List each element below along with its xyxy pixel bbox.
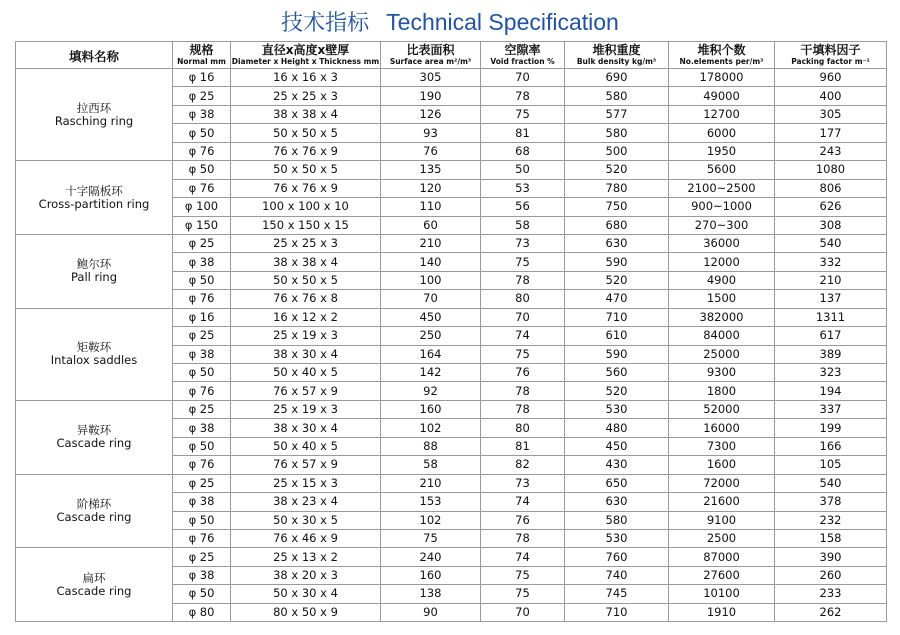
cell-packing-factor: 305 — [775, 105, 887, 123]
cell-packing-factor: 540 — [775, 474, 887, 492]
cell-bulk-density: 740 — [565, 566, 669, 584]
cell-elements-count: 1950 — [669, 142, 775, 160]
cell-dimensions: 25 x 19 x 3 — [231, 327, 381, 345]
cell-void-fraction: 70 — [481, 603, 565, 621]
cell-elements-count: 5600 — [669, 161, 775, 179]
cell-size: φ 50 — [173, 271, 231, 289]
cell-packing-factor: 1080 — [775, 161, 887, 179]
cell-surface-area: 450 — [381, 308, 481, 326]
cell-size: φ 38 — [173, 566, 231, 584]
cell-bulk-density: 710 — [565, 308, 669, 326]
cell-void-fraction: 81 — [481, 437, 565, 455]
packing-name-en: Cascade ring — [56, 583, 132, 598]
cell-elements-count: 27600 — [669, 566, 775, 584]
cell-surface-area: 75 — [381, 529, 481, 547]
cell-packing-factor: 332 — [775, 253, 887, 271]
cell-elements-count: 900~1000 — [669, 198, 775, 216]
packing-name — [16, 548, 173, 622]
cell-bulk-density: 690 — [565, 69, 669, 87]
cell-packing-factor: 540 — [775, 234, 887, 252]
cell-dimensions: 76 x 46 x 9 — [231, 529, 381, 547]
cell-dimensions: 38 x 20 x 3 — [231, 566, 381, 584]
cell-void-fraction: 70 — [481, 69, 565, 87]
cell-surface-area: 92 — [381, 382, 481, 400]
table-row — [16, 548, 887, 566]
page-title — [0, 6, 900, 38]
cell-dimensions: 50 x 50 x 5 — [231, 271, 381, 289]
cell-bulk-density: 580 — [565, 124, 669, 142]
cell-bulk-density: 480 — [565, 419, 669, 437]
cell-bulk-density: 780 — [565, 179, 669, 197]
cell-void-fraction: 80 — [481, 419, 565, 437]
spec-table — [15, 41, 887, 622]
cell-packing-factor: 137 — [775, 290, 887, 308]
header-surface-area: 比表面积 Surface area m²/m³ — [381, 42, 481, 69]
cell-packing-factor: 806 — [775, 179, 887, 197]
cell-size: φ 38 — [173, 253, 231, 271]
cell-packing-factor: 389 — [775, 345, 887, 363]
cell-dimensions: 80 x 50 x 9 — [231, 603, 381, 621]
cell-surface-area: 102 — [381, 419, 481, 437]
cell-size: φ 50 — [173, 437, 231, 455]
cell-packing-factor: 105 — [775, 456, 887, 474]
cell-void-fraction: 78 — [481, 400, 565, 418]
cell-void-fraction: 80 — [481, 290, 565, 308]
cell-void-fraction: 78 — [481, 271, 565, 289]
cell-dimensions: 50 x 40 x 5 — [231, 364, 381, 382]
cell-dimensions: 38 x 30 x 4 — [231, 345, 381, 363]
cell-dimensions: 25 x 25 x 3 — [231, 87, 381, 105]
cell-void-fraction: 73 — [481, 474, 565, 492]
cell-bulk-density: 710 — [565, 603, 669, 621]
cell-void-fraction: 68 — [481, 142, 565, 160]
cell-void-fraction: 78 — [481, 382, 565, 400]
header-bulk-density: 堆积重度 Bulk density kg/m³ — [565, 42, 669, 69]
cell-surface-area: 190 — [381, 87, 481, 105]
cell-elements-count: 12000 — [669, 253, 775, 271]
cell-dimensions: 76 x 76 x 8 — [231, 290, 381, 308]
cell-dimensions: 150 x 150 x 15 — [231, 216, 381, 234]
cell-bulk-density: 520 — [565, 271, 669, 289]
cell-elements-count: 9300 — [669, 364, 775, 382]
cell-packing-factor: 199 — [775, 419, 887, 437]
cell-bulk-density: 630 — [565, 493, 669, 511]
cell-void-fraction: 78 — [481, 529, 565, 547]
cell-elements-count: 4900 — [669, 271, 775, 289]
cell-packing-factor: 378 — [775, 493, 887, 511]
cell-surface-area: 240 — [381, 548, 481, 566]
cell-size: φ 80 — [173, 603, 231, 621]
cell-elements-count: 2500 — [669, 529, 775, 547]
packing-name-en: Cross-partition ring — [38, 196, 150, 211]
cell-surface-area: 250 — [381, 327, 481, 345]
table-row — [16, 400, 887, 418]
header-name: 填料名称 — [16, 42, 173, 69]
cell-packing-factor: 194 — [775, 382, 887, 400]
cell-bulk-density: 650 — [565, 474, 669, 492]
packing-name — [16, 474, 173, 548]
packing-name-en: Pall ring — [70, 270, 118, 285]
cell-packing-factor: 400 — [775, 87, 887, 105]
cell-packing-factor: 323 — [775, 364, 887, 382]
cell-size: φ 38 — [173, 345, 231, 363]
cell-size: φ 25 — [173, 400, 231, 418]
packing-name — [16, 400, 173, 474]
cell-elements-count: 16000 — [669, 419, 775, 437]
cell-elements-count: 2100~2500 — [669, 179, 775, 197]
cell-surface-area: 100 — [381, 271, 481, 289]
cell-void-fraction: 76 — [481, 364, 565, 382]
cell-size: φ 16 — [173, 69, 231, 87]
cell-dimensions: 16 x 16 x 3 — [231, 69, 381, 87]
cell-surface-area: 160 — [381, 566, 481, 584]
cell-bulk-density: 580 — [565, 87, 669, 105]
cell-surface-area: 76 — [381, 142, 481, 160]
cell-size: φ 25 — [173, 87, 231, 105]
packing-name-cn: 扁环 — [82, 570, 106, 585]
cell-packing-factor: 158 — [775, 529, 887, 547]
cell-void-fraction: 58 — [481, 216, 565, 234]
cell-elements-count: 178000 — [669, 69, 775, 87]
cell-void-fraction: 74 — [481, 327, 565, 345]
cell-elements-count: 84000 — [669, 327, 775, 345]
cell-bulk-density: 745 — [565, 585, 669, 603]
table-row — [16, 69, 887, 87]
cell-elements-count: 1800 — [669, 382, 775, 400]
cell-bulk-density: 630 — [565, 234, 669, 252]
spec-table-body — [16, 69, 887, 622]
cell-packing-factor: 337 — [775, 400, 887, 418]
cell-bulk-density: 520 — [565, 382, 669, 400]
cell-dimensions: 38 x 30 x 4 — [231, 419, 381, 437]
cell-elements-count: 52000 — [669, 400, 775, 418]
cell-dimensions: 16 x 12 x 2 — [231, 308, 381, 326]
cell-dimensions: 38 x 38 x 4 — [231, 253, 381, 271]
cell-packing-factor: 308 — [775, 216, 887, 234]
cell-elements-count: 270~300 — [669, 216, 775, 234]
cell-bulk-density: 530 — [565, 529, 669, 547]
cell-size: φ 76 — [173, 529, 231, 547]
cell-size: φ 100 — [173, 198, 231, 216]
header-row — [16, 42, 887, 69]
cell-size: φ 76 — [173, 382, 231, 400]
cell-bulk-density: 500 — [565, 142, 669, 160]
cell-surface-area: 153 — [381, 493, 481, 511]
cell-packing-factor: 260 — [775, 566, 887, 584]
cell-size: φ 50 — [173, 511, 231, 529]
cell-dimensions: 100 x 100 x 10 — [231, 198, 381, 216]
packing-name-cn: 鲍尔环 — [76, 257, 112, 272]
cell-dimensions: 50 x 30 x 5 — [231, 511, 381, 529]
cell-dimensions: 76 x 76 x 9 — [231, 179, 381, 197]
cell-void-fraction: 75 — [481, 585, 565, 603]
cell-elements-count: 87000 — [669, 548, 775, 566]
cell-surface-area: 90 — [381, 603, 481, 621]
cell-size: φ 76 — [173, 142, 231, 160]
cell-dimensions: 50 x 30 x 4 — [231, 585, 381, 603]
cell-packing-factor: 177 — [775, 124, 887, 142]
cell-size: φ 76 — [173, 179, 231, 197]
packing-name-en: Intalox saddles — [50, 353, 138, 368]
cell-bulk-density: 590 — [565, 253, 669, 271]
cell-void-fraction: 82 — [481, 456, 565, 474]
title-cn: 技术指标 — [281, 11, 370, 36]
cell-surface-area: 58 — [381, 456, 481, 474]
cell-size: φ 150 — [173, 216, 231, 234]
cell-bulk-density: 470 — [565, 290, 669, 308]
cell-size: φ 50 — [173, 585, 231, 603]
cell-bulk-density: 750 — [565, 198, 669, 216]
cell-void-fraction: 53 — [481, 179, 565, 197]
cell-surface-area: 305 — [381, 69, 481, 87]
cell-size: φ 76 — [173, 290, 231, 308]
cell-size: φ 25 — [173, 474, 231, 492]
cell-dimensions: 50 x 50 x 5 — [231, 124, 381, 142]
cell-size: φ 38 — [173, 419, 231, 437]
cell-packing-factor: 243 — [775, 142, 887, 160]
packing-name-en: Cascade ring — [56, 436, 132, 451]
header-dimensions: 直径x高度x壁厚 Diameter x Height x Thickness mm — [231, 42, 381, 69]
cell-packing-factor: 626 — [775, 198, 887, 216]
cell-bulk-density: 610 — [565, 327, 669, 345]
cell-void-fraction: 56 — [481, 198, 565, 216]
cell-dimensions: 38 x 38 x 4 — [231, 105, 381, 123]
cell-elements-count: 6000 — [669, 124, 775, 142]
cell-bulk-density: 450 — [565, 437, 669, 455]
cell-size: φ 50 — [173, 364, 231, 382]
cell-packing-factor: 960 — [775, 69, 887, 87]
cell-dimensions: 25 x 15 x 3 — [231, 474, 381, 492]
cell-elements-count: 25000 — [669, 345, 775, 363]
header-void-fraction: 空隙率 Void fraction % — [481, 42, 565, 69]
table-row — [16, 161, 887, 179]
cell-packing-factor: 233 — [775, 585, 887, 603]
cell-void-fraction: 76 — [481, 511, 565, 529]
cell-void-fraction: 50 — [481, 161, 565, 179]
packing-name-en: Cascade ring — [56, 510, 132, 524]
cell-surface-area: 70 — [381, 290, 481, 308]
cell-size: φ 38 — [173, 105, 231, 123]
table-row — [16, 308, 887, 326]
packing-name-cn: 十字隔板环 — [65, 183, 123, 198]
cell-dimensions: 76 x 76 x 9 — [231, 142, 381, 160]
packing-name — [16, 161, 173, 235]
packing-name-cn: 矩鞍环 — [76, 340, 112, 355]
cell-size: φ 38 — [173, 493, 231, 511]
cell-dimensions: 50 x 40 x 5 — [231, 437, 381, 455]
cell-bulk-density: 577 — [565, 105, 669, 123]
cell-void-fraction: 74 — [481, 493, 565, 511]
cell-bulk-density: 430 — [565, 456, 669, 474]
cell-bulk-density: 760 — [565, 548, 669, 566]
cell-surface-area: 102 — [381, 511, 481, 529]
cell-surface-area: 210 — [381, 234, 481, 252]
cell-packing-factor: 166 — [775, 437, 887, 455]
cell-elements-count: 9100 — [669, 511, 775, 529]
cell-surface-area: 88 — [381, 437, 481, 455]
cell-elements-count: 49000 — [669, 87, 775, 105]
cell-dimensions: 76 x 57 x 9 — [231, 456, 381, 474]
cell-dimensions: 76 x 57 x 9 — [231, 382, 381, 400]
cell-size: φ 25 — [173, 548, 231, 566]
cell-dimensions: 38 x 23 x 4 — [231, 493, 381, 511]
cell-packing-factor: 232 — [775, 511, 887, 529]
cell-packing-factor: 390 — [775, 548, 887, 566]
packing-name-cn: 异鞍环 — [76, 423, 112, 438]
cell-void-fraction: 73 — [481, 234, 565, 252]
packing-name-cn: 阶梯环 — [76, 497, 112, 511]
cell-elements-count: 1910 — [669, 603, 775, 621]
cell-bulk-density: 590 — [565, 345, 669, 363]
cell-surface-area: 135 — [381, 161, 481, 179]
cell-size: φ 16 — [173, 308, 231, 326]
packing-name-cn: 拉西环 — [76, 100, 112, 115]
packing-name — [16, 308, 173, 400]
cell-surface-area: 160 — [381, 400, 481, 418]
packing-name — [16, 69, 173, 161]
cell-surface-area: 140 — [381, 253, 481, 271]
cell-elements-count: 72000 — [669, 474, 775, 492]
cell-bulk-density: 520 — [565, 161, 669, 179]
cell-dimensions: 25 x 19 x 3 — [231, 400, 381, 418]
cell-surface-area: 110 — [381, 198, 481, 216]
cell-dimensions: 50 x 50 x 5 — [231, 161, 381, 179]
cell-elements-count: 1600 — [669, 456, 775, 474]
cell-bulk-density: 680 — [565, 216, 669, 234]
header-packing-factor: 干填料因子 Packing factor m⁻¹ — [775, 42, 887, 69]
cell-void-fraction: 75 — [481, 253, 565, 271]
cell-packing-factor: 210 — [775, 271, 887, 289]
cell-size: φ 25 — [173, 234, 231, 252]
cell-bulk-density: 530 — [565, 400, 669, 418]
cell-void-fraction: 81 — [481, 124, 565, 142]
cell-elements-count: 382000 — [669, 308, 775, 326]
cell-dimensions: 25 x 13 x 2 — [231, 548, 381, 566]
cell-void-fraction: 75 — [481, 345, 565, 363]
table-row — [16, 474, 887, 492]
cell-elements-count: 21600 — [669, 493, 775, 511]
cell-elements-count: 36000 — [669, 234, 775, 252]
cell-size: φ 25 — [173, 327, 231, 345]
cell-surface-area: 210 — [381, 474, 481, 492]
cell-void-fraction: 70 — [481, 308, 565, 326]
header-elements: 堆积个数 No.elements per/m³ — [669, 42, 775, 69]
cell-dimensions: 25 x 25 x 3 — [231, 234, 381, 252]
packing-name-en: Rasching ring — [54, 113, 134, 128]
cell-void-fraction: 78 — [481, 87, 565, 105]
header-size: 规格 Normal mm — [173, 42, 231, 69]
cell-packing-factor: 617 — [775, 327, 887, 345]
cell-surface-area: 164 — [381, 345, 481, 363]
cell-elements-count: 7300 — [669, 437, 775, 455]
cell-elements-count: 12700 — [669, 105, 775, 123]
table-row — [16, 234, 887, 252]
cell-void-fraction: 74 — [481, 548, 565, 566]
cell-size: φ 50 — [173, 124, 231, 142]
title-en: Technical Specification — [386, 9, 619, 35]
cell-bulk-density: 580 — [565, 511, 669, 529]
cell-packing-factor: 262 — [775, 603, 887, 621]
packing-name — [16, 234, 173, 308]
cell-surface-area: 60 — [381, 216, 481, 234]
cell-surface-area: 138 — [381, 585, 481, 603]
cell-packing-factor: 1311 — [775, 308, 887, 326]
cell-elements-count: 1500 — [669, 290, 775, 308]
cell-surface-area: 142 — [381, 364, 481, 382]
cell-surface-area: 93 — [381, 124, 481, 142]
cell-elements-count: 10100 — [669, 585, 775, 603]
cell-size: φ 50 — [173, 161, 231, 179]
cell-void-fraction: 75 — [481, 566, 565, 584]
cell-size: φ 76 — [173, 456, 231, 474]
cell-surface-area: 126 — [381, 105, 481, 123]
cell-bulk-density: 560 — [565, 364, 669, 382]
cell-surface-area: 120 — [381, 179, 481, 197]
cell-void-fraction: 75 — [481, 105, 565, 123]
